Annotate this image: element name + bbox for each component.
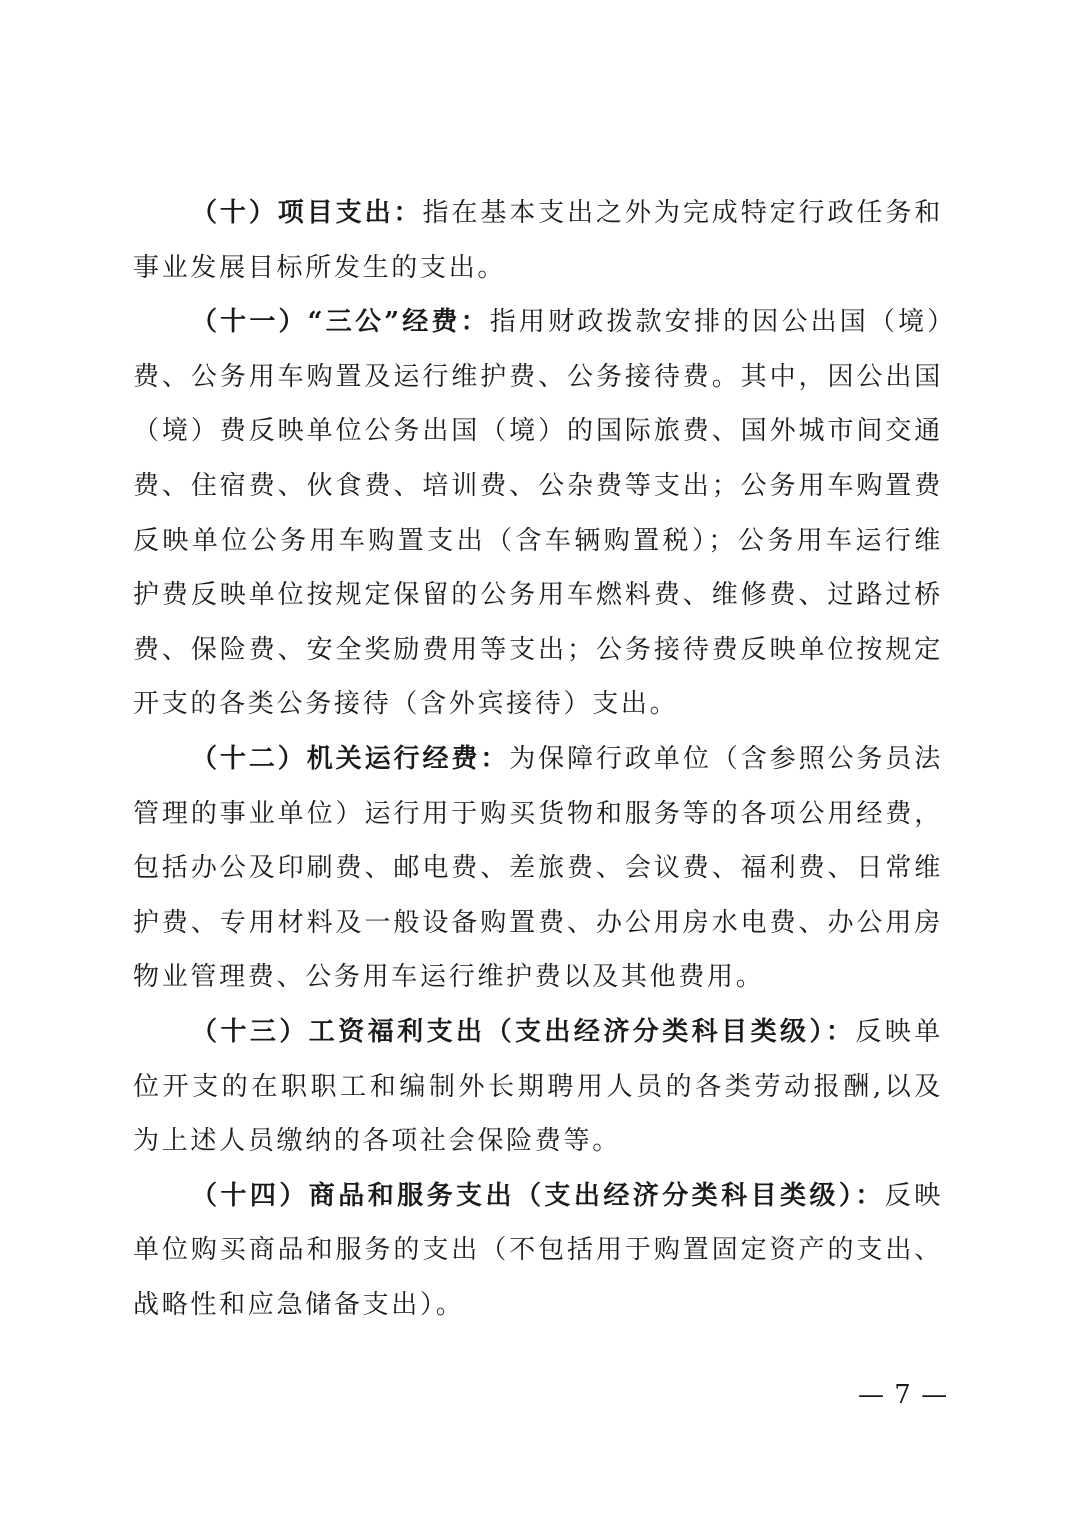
- definition-project-expenditure: 指在基本支出之外为完成特定行政任务和事业发展目标所发生的支出。: [133, 198, 943, 283]
- paragraph-three-public-expenses: [133, 295, 943, 732]
- document-body: [133, 186, 943, 1332]
- term-project-expenditure: （十）项目支出：: [191, 198, 423, 228]
- paragraph-wage-welfare-expenditure: [133, 1005, 943, 1169]
- term-wage-welfare-expenditure: （十三）工资福利支出（支出经济分类科目类级）：: [191, 1016, 856, 1047]
- term-agency-operating-expenses: （十二）机关运行经费：: [191, 743, 510, 774]
- paragraph-project-expenditure: [133, 186, 943, 295]
- term-goods-services-expenditure: （十四）商品和服务支出（支出经济分类科目类级）：: [191, 1180, 885, 1211]
- definition-three-public-expenses: 指用财政拨款安排的因公出国（境）费、公务用车购置及运行维护费、公务接待费。其中，因公出国（境）费反映单位公务出国（境）的国际旅费、国外城市间交通费、住宿费、伙食费、培训费、公杂费等支出；公务用车购置费反映单位公务用车购置支出（含车辆购置税）；公务用车运行维护费反映单位按规定保留的公务用车燃料费、维修费、过路过桥费、保险费、安全奖励费用等支出；公务接待费反映单位按规定开支的各类公务接待（含外宾接待）支出。: [133, 307, 943, 720]
- page-number: — 7 —: [858, 1380, 949, 1410]
- paragraph-goods-services-expenditure: [133, 1169, 943, 1333]
- definition-agency-operating-expenses: 为保障行政单位（含参照公务员法管理的事业单位）运行用于购买货物和服务等的各项公用经费，包括办公及印刷费、邮电费、差旅费、会议费、福利费、日常维护费、专用材料及一般设备购置费、办公用房水电费、办公用房物业管理费、公务用车运行维护费以及其他费用。: [133, 743, 943, 993]
- paragraph-agency-operating-expenses: [133, 732, 943, 1005]
- definition-wage-welfare-expenditure: 反映单位开支的在职职工和编制外长期聘用人员的各类劳动报酬,以及为上述人员缴纳的各项社会保险费等。: [133, 1016, 943, 1157]
- definition-goods-services-expenditure: 反映单位购买商品和服务的支出（不包括用于购置固定资产的支出、战略性和应急储备支出）。: [133, 1180, 943, 1320]
- term-three-public-expenses: （十一）“三公”经费：: [191, 307, 490, 338]
